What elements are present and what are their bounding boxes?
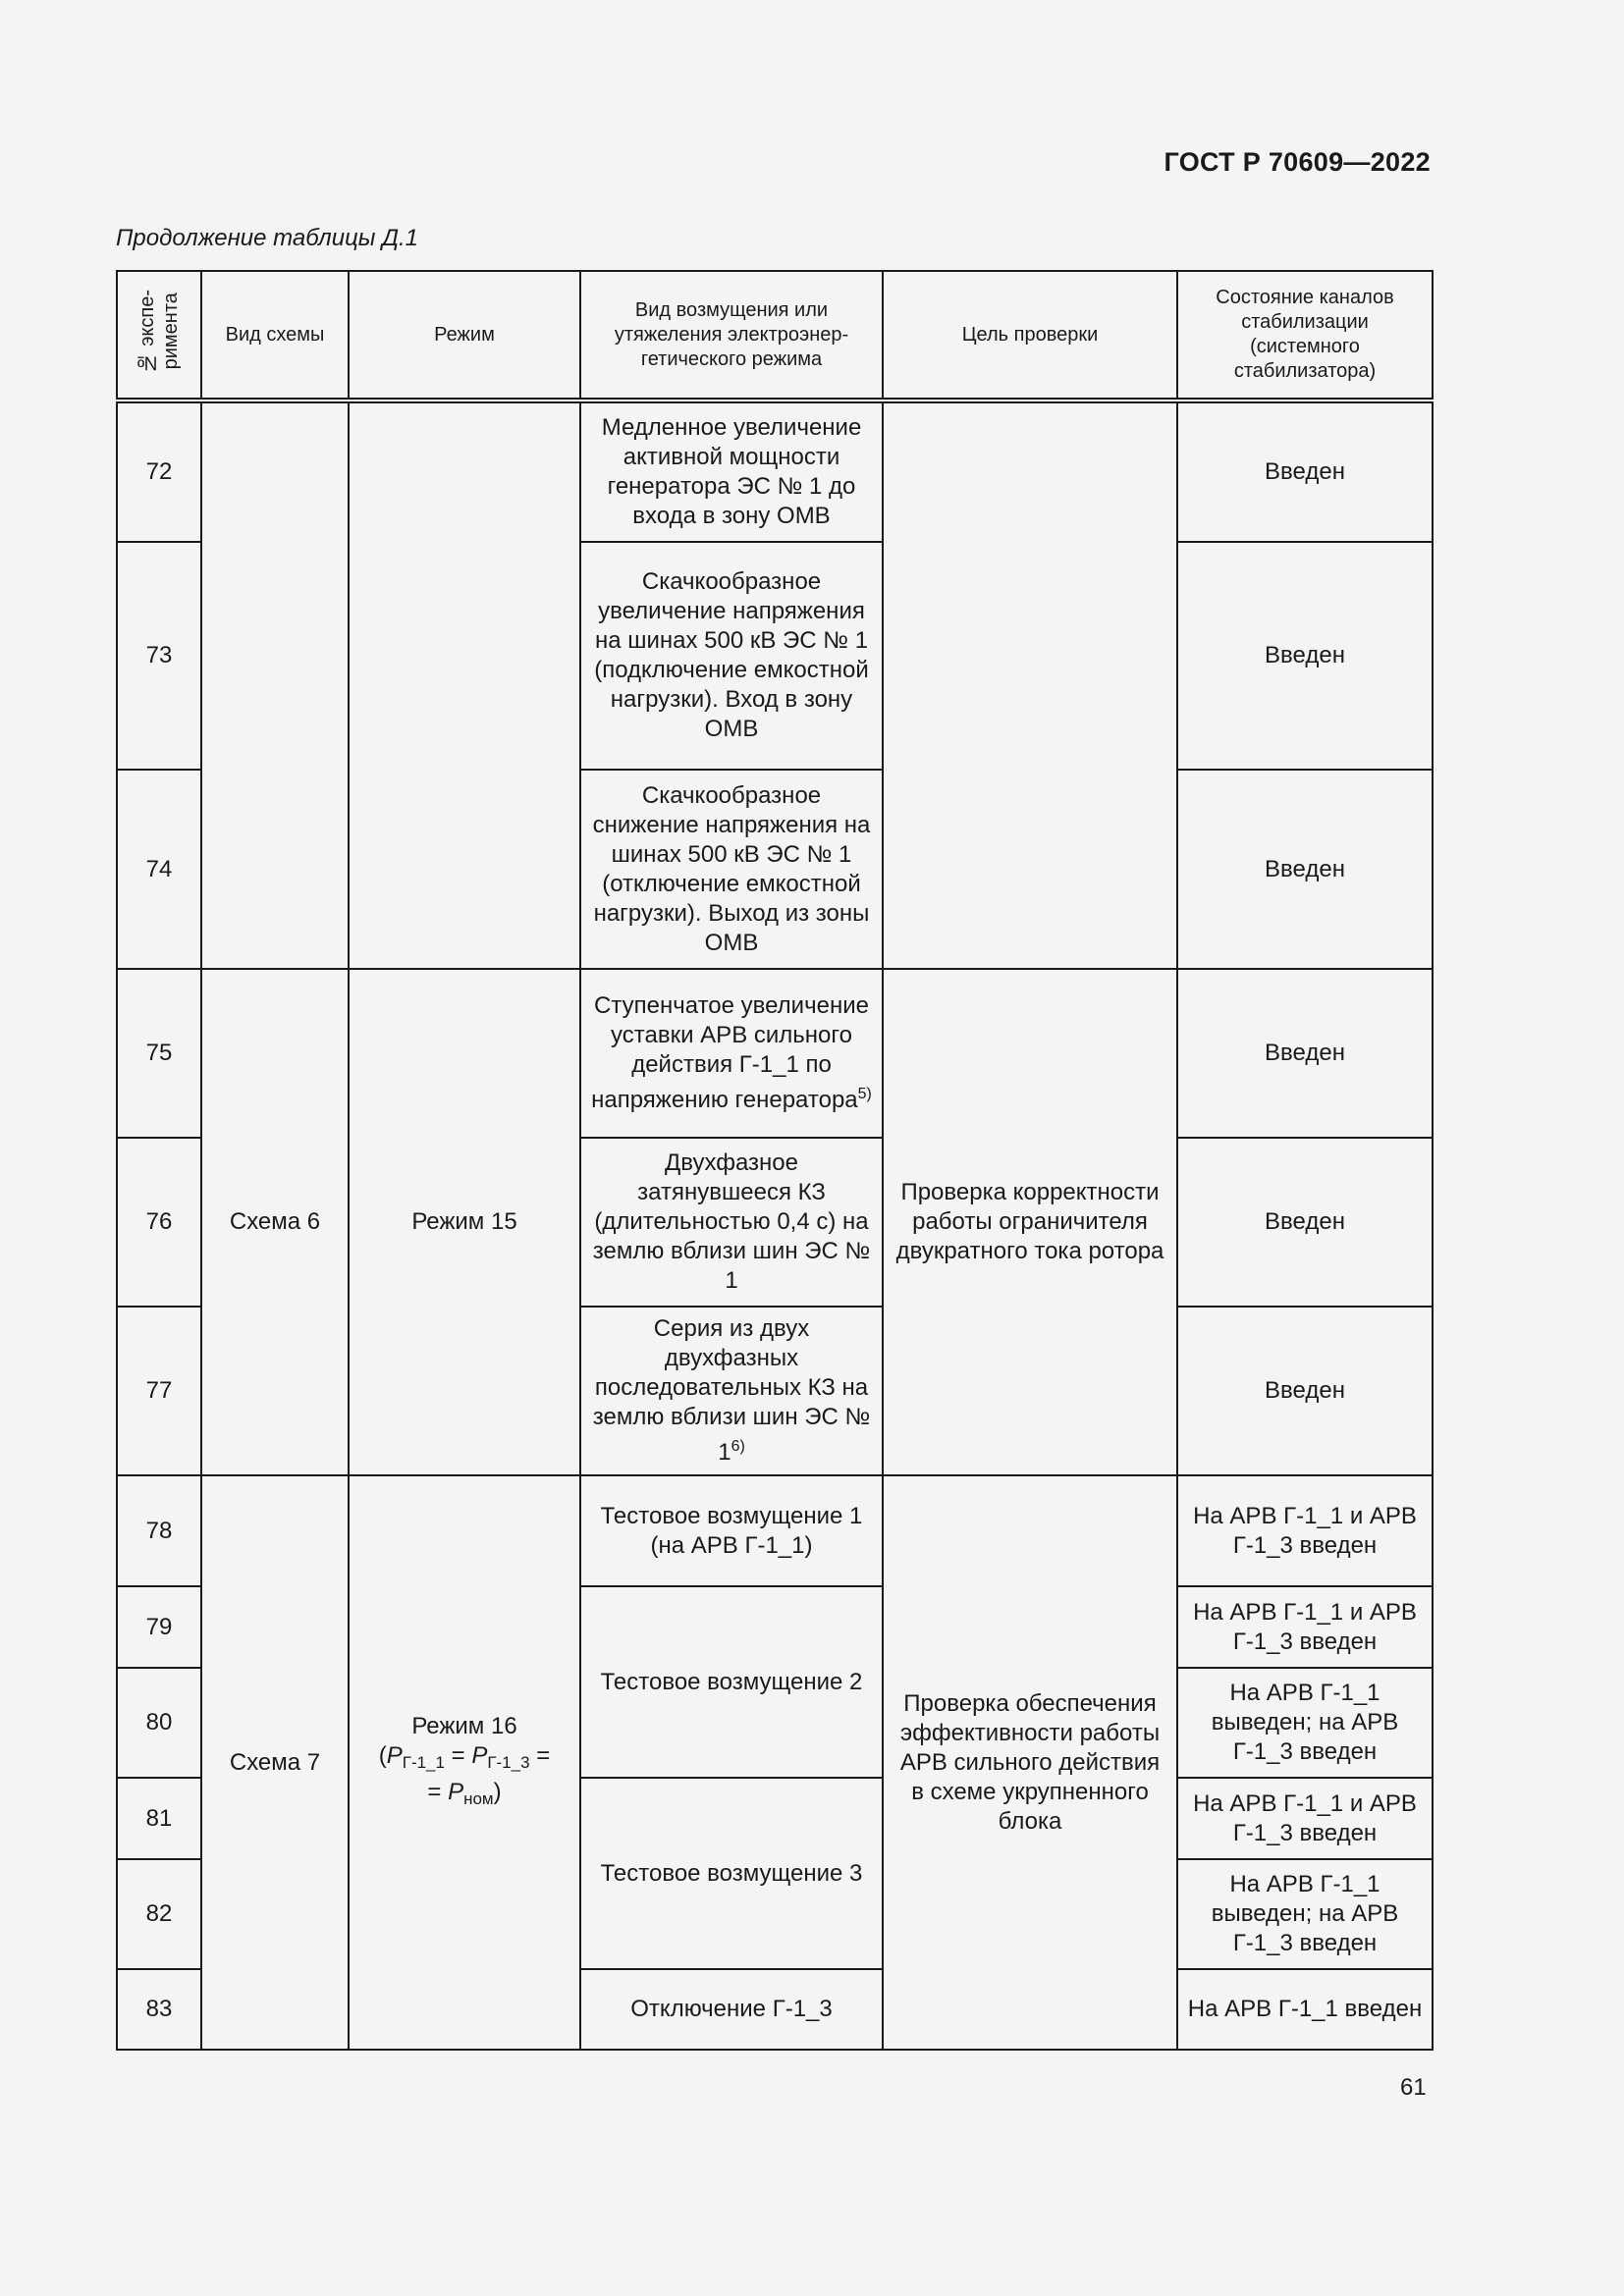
stabilization-state: Введен [1177,400,1433,542]
purpose-cell-empty [883,400,1177,969]
disturbance-cell: Тестовое возмущение 1 (на АРВ Г-1_1) [580,1475,883,1586]
stabilization-state: На АРВ Г-1_1 и АРВ Г-1_3 введен [1177,1475,1433,1586]
disturbance-cell: Медленное увеличение активной мощности генератора ЭС № 1 до входа в зону ОМВ [580,400,883,542]
column-header-purpose: Цель проверки [883,271,1177,400]
column-header-scheme: Вид схемы [201,271,349,400]
mode-cell: Режим 15 [349,969,580,1475]
table-row [117,969,1433,1138]
stabilization-state: На АРВ Г-1_1 выведен; на АРВ Г-1_3 введен [1177,1859,1433,1969]
mode-cell [349,1475,580,2050]
experiment-number: 72 [117,400,201,542]
scheme-cell-empty [201,400,349,969]
stabilization-state: Введен [1177,1138,1433,1307]
experiment-number: 77 [117,1307,201,1475]
experiment-number: 83 [117,1969,201,2050]
stabilization-state: Введен [1177,969,1433,1138]
experiment-number: 81 [117,1778,201,1859]
experiment-number: 75 [117,969,201,1138]
scheme-cell: Схема 6 [201,969,349,1475]
footnote-ref: 6) [731,1438,745,1455]
stabilization-state: Введен [1177,542,1433,770]
disturbance-text: Серия из двух двухфазных последовательных КЗ на землю вблизи шин ЭС № 1 [592,1315,871,1466]
purpose-cell: Проверка корректности работы ограничителя двукратного тока ротора [883,969,1177,1475]
disturbance-cell: Тестовое возмущение 3 [580,1778,883,1969]
disturbance-cell: Скачкообразное увеличение напряжения на шинах 500 кВ ЭС № 1 (подключение емкостной нагрузки). Вход в зону ОМВ [580,542,883,770]
column-header-mode: Режим [349,271,580,400]
stabilization-state: Введен [1177,770,1433,969]
column-header-number: № экспе- римента [117,271,201,400]
experiment-number: 76 [117,1138,201,1307]
stabilization-state: На АРВ Г-1_1 и АРВ Г-1_3 введен [1177,1778,1433,1859]
table-row [117,400,1433,542]
disturbance-cell [580,969,883,1138]
disturbance-cell: Скачкообразное снижение напряжения на шинах 500 кВ ЭС № 1 (отключение емкостной нагрузки). Выход из зоны ОМВ [580,770,883,969]
stabilization-state: На АРВ Г-1_1 и АРВ Г-1_3 введен [1177,1586,1433,1668]
disturbance-cell: Тестовое возмущение 2 [580,1586,883,1778]
experiment-number: 79 [117,1586,201,1668]
disturbance-cell [580,1307,883,1475]
mode-cell-empty [349,400,580,969]
stabilization-state: Введен [1177,1307,1433,1475]
stabilization-state: На АРВ Г-1_1 выведен; на АРВ Г-1_3 введен [1177,1668,1433,1778]
page-number: 61 [1400,2074,1427,2101]
experiment-number: 78 [117,1475,201,1586]
table-caption: Продолжение таблицы Д.1 [116,225,419,251]
disturbance-text: Ступенчатое увеличение уставки АРВ сильного действия Г-1_1 по напряжению генератора [591,992,869,1113]
footnote-ref: 5) [857,1086,872,1102]
standard-designation: ГОСТ Р 70609—2022 [1164,147,1431,177]
mode-formula-line: = $P_{ном}$) [427,1778,502,1808]
disturbance-cell: Двухфазное затянувшееся КЗ (длительностью 0,4 с) на землю вблизи шин ЭС № 1 [580,1138,883,1307]
experiment-number: 73 [117,542,201,770]
table-row [117,1475,1433,1586]
mode-label: Режим 16 [411,1712,517,1739]
experiment-number: 82 [117,1859,201,1969]
experiment-number: 74 [117,770,201,969]
purpose-cell: Проверка обеспечения эффективности работы АРВ сильного действия в схеме укрупненного блока [883,1475,1177,2050]
experiments-table [116,270,1434,2051]
disturbance-cell: Отключение Г-1_3 [580,1969,883,2050]
mode-formula-line: ($P_{Г-1\_1} = P_{Г-1\_3}$ = [378,1741,551,1772]
scheme-cell: Схема 7 [201,1475,349,2050]
stabilization-state: На АРВ Г-1_1 введен [1177,1969,1433,2050]
experiment-number: 80 [117,1668,201,1778]
column-header-state: Состояние каналов стабилизации (системного стабилизатора) [1177,271,1433,400]
table-header-row [117,271,1433,400]
column-header-disturbance: Вид возмущения или утяжеления электроэнер-гетического режима [580,271,883,400]
